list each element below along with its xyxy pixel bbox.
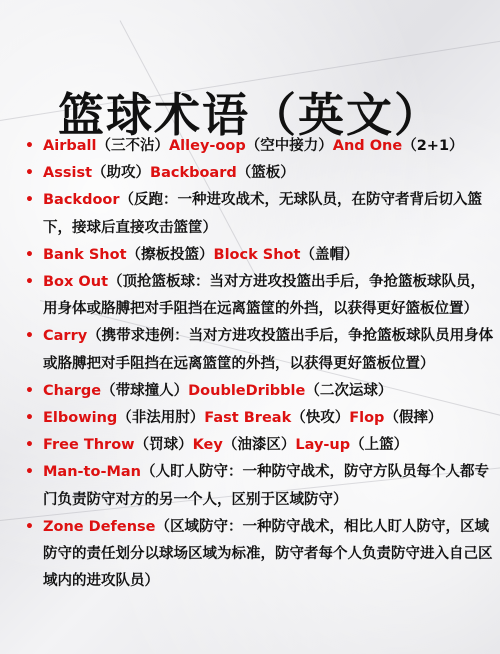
term-en: Flop — [349, 410, 385, 427]
term-en: Free Throw — [43, 437, 135, 454]
list-item — [25, 514, 497, 596]
term-en: Fast Break — [204, 410, 292, 427]
bullet-icon: • — [25, 437, 34, 454]
term-en: Charge — [43, 382, 102, 399]
term-cn: （上篮） — [350, 437, 409, 454]
term-en: Backdoor — [43, 192, 120, 209]
page-title: 篮球术语（英文） — [58, 87, 442, 142]
bullet-icon: • — [25, 274, 34, 291]
bullet-icon: • — [25, 138, 34, 154]
list-item — [25, 323, 497, 377]
term-cn: （罚球） — [134, 437, 193, 454]
bullet-icon: • — [25, 328, 34, 345]
term-en: Lay-up — [295, 437, 351, 454]
term-cn: （区域防守：一种防守战术，相比人盯人防守，区域防守的责任划分以球场区域为标准，防守者每个人负责防守进入自己区域内的进攻队员） — [43, 518, 493, 590]
term-en: Backboard — [150, 165, 237, 182]
term-en: Carry — [43, 328, 88, 345]
bullet-icon: • — [25, 165, 34, 182]
bullet-icon: • — [25, 518, 34, 535]
list-item — [25, 459, 497, 513]
term-cn: （擦板投篮） — [126, 246, 214, 263]
term-en: And One — [332, 138, 403, 154]
terms-list — [25, 133, 497, 595]
term-en: Zone Defense — [43, 518, 156, 535]
term-en: Alley-oop — [168, 138, 246, 154]
bullet-icon: • — [25, 464, 34, 481]
term-cn: （快攻） — [291, 410, 350, 427]
list-item — [25, 378, 497, 405]
term-en: Assist — [43, 165, 93, 182]
list-item — [25, 187, 497, 241]
term-cn: （二次运球） — [305, 382, 393, 399]
term-cn: （非法用肘） — [117, 410, 205, 427]
term-en: Block Shot — [213, 246, 301, 263]
list-item — [25, 160, 497, 187]
list-item — [25, 432, 497, 459]
list-item — [25, 269, 497, 323]
term-en: Key — [192, 437, 223, 454]
term-cn: （反跑：一种进攻战术，无球队员，在防守者背后切入篮下，接球后直接攻击篮筐） — [43, 192, 483, 236]
term-en: DoubleDribble — [188, 382, 306, 399]
term-cn: （顶抢篮板球：当对方进攻投篮出手后，争抢篮板球队员，用身体或胳膊把对手阻挡在远离篮筐的外挡，以获得更好篮板位置） — [43, 274, 485, 318]
term-cn: （携带求违例：当对方进攻投篮出手后，争抢篮板球队员用身体或胳膊把对手阻挡在远离篮筐的外挡，以获得更好篮板位置） — [43, 328, 494, 372]
term-cn: （盖帽） — [300, 246, 359, 263]
term-cn: （假摔） — [384, 410, 443, 427]
term-en: Box Out — [43, 274, 108, 291]
list-item — [25, 242, 497, 269]
term-cn: （三不沾） — [96, 138, 169, 154]
term-en: Airball — [43, 138, 97, 154]
bullet-icon: • — [25, 382, 34, 399]
term-cn: （油漆区） — [222, 437, 296, 454]
term-cn: （助攻） — [92, 165, 151, 182]
term-cn: （篮板） — [236, 165, 295, 182]
list-item — [25, 405, 497, 432]
term-cn: （空中接力） — [245, 138, 333, 154]
term-en: Elbowing — [43, 410, 118, 427]
bullet-icon: • — [25, 246, 34, 263]
term-en: Bank Shot — [43, 246, 127, 263]
list-item — [25, 133, 497, 160]
term-cn: （人盯人防守：一种防守战术，防守方队员每个人都专门负责防守对方的另一个人，区别于区域防守） — [43, 464, 490, 508]
term-cn: （带球撞人） — [101, 382, 189, 399]
term-cn: （2+1） — [402, 138, 464, 154]
term-en: Man-to-Man — [43, 464, 142, 481]
bullet-icon: • — [25, 410, 34, 427]
bullet-icon: • — [25, 192, 34, 209]
